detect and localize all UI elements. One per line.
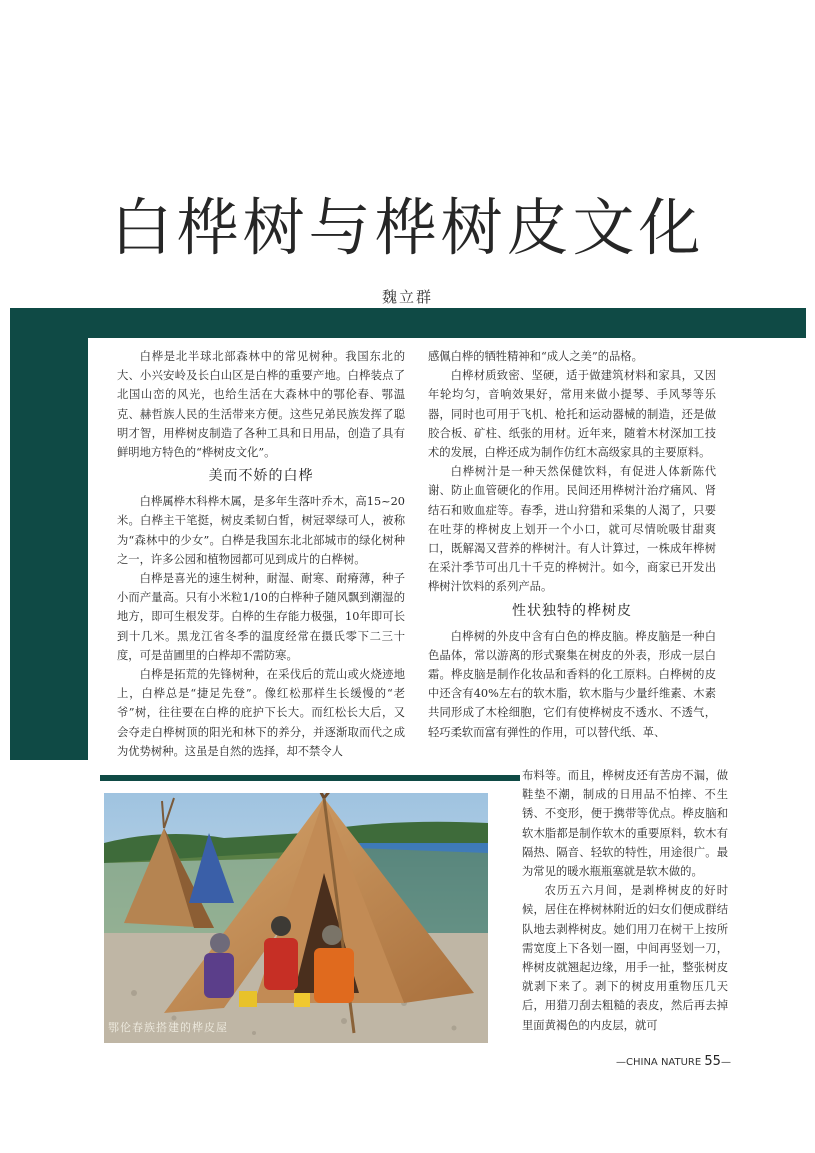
photo-birch-bark-tents xyxy=(104,793,488,1043)
text-column-1 xyxy=(117,347,405,761)
page-footer xyxy=(616,1054,731,1069)
header-band xyxy=(10,308,806,338)
photo-band xyxy=(100,775,520,781)
paragraph: 农历五六月间，是剥桦树皮的好时候，居住在桦树林附近的妇女们便成群结队地去剥桦树皮。她们用刀在树干上按所需宽度上下各划一圈，中间再竖划一刀，桦树皮就翘起边缘，用手一扯，整张树皮就剥下来了。剥下的树皮用重物压几天后，用猎刀刮去粗糙的表皮，然后再去掉里面黄褐色的内皮层，就可 xyxy=(522,884,728,1032)
paragraph: 白桦是喜光的速生树种，耐湿、耐寒、耐瘠薄，种子小而产量高。只有小米粒1/10的白桦种子随风飘到潮湿的地方，即可生根发芽。白桦的生存能力极强，10年即可长到十几米。黑龙江省冬季的温度经常在摄氏零下二三十度，可是苗圃里的白桦却不需防寒。 xyxy=(117,572,405,662)
paragraph: 感佩白桦的牺牲精神和“成人之美”的品格。 xyxy=(428,350,643,363)
paragraph: 白桦是拓荒的先锋树种，在采伐后的荒山或火烧迹地上，白桦总是“捷足先登”。像红松那样生长缓慢的“老爷”树，往往要在白桦的庇护下长大。而红松长大后，又会夺走白桦树顶的阳光和林下的养分，并逐渐取而代之成为优势树种。这虽是自然的选择，却不禁令人 xyxy=(117,668,405,758)
section-heading: 美而不娇的白桦 xyxy=(208,468,314,485)
photo-illustration xyxy=(104,793,488,1043)
paragraph: 白桦是北半球北部森林中的常见树种。我国东北的大、小兴安岭及长白山区是白桦的重要产地。白桦装点了北国山峦的风光，也给生活在大森林中的鄂伦春、鄂温克、赫哲族人民的生活带来方便。这些兄弟民族发挥了聪明才智，用桦树皮制造了各种工具和日用品，创造了具有鲜明地方特色的“桦树皮文化”。 xyxy=(117,350,405,460)
page-number: 55 xyxy=(704,1054,721,1069)
journal-name: —CHINA NATURE xyxy=(616,1057,702,1068)
paragraph: 白桦材质致密、坚硬，适于做建筑材料和家具，又因年轮均匀，音响效果好，常用来做小提琴、手风琴等乐器，同时也可用于飞机、枪托和运动器械的制造，还是做胶合板、矿柱、纸张的用材。近年来，随着木材深加工技术的发展，白桦还成为制作仿红木高级家具的主要原料。 xyxy=(428,369,716,460)
section-heading: 性状独特的桦树皮 xyxy=(512,602,632,619)
paragraph: 白桦树汁是一种天然保健饮料，有促进人体新陈代谢、防止血管硬化的作用。民间还用桦树汁治疗痛风、肾结石和败血症等。春季，进山狩猎和采集的人渴了，只要在吐芽的桦树皮上划开一个小口，就可尽情吮吸甘甜爽口，既解渴又营养的桦树汁。有人计算过，一株成年桦树在采汁季节可出几十千克的桦树汁。如今，商家已开发出桦树汁饮料的系列产品。 xyxy=(428,465,716,594)
paragraph: 白桦属桦木科桦木属，是多年生落叶乔木，高15~20米。白桦主干笔挺，树皮柔韧白皙，树冠翠绿可人，被称为“森林中的少女”。白桦是我国东北北部城市的绿化树种之一，许多公园和植物园都可见到成片的白桦树。 xyxy=(117,495,405,566)
side-band xyxy=(10,308,88,760)
article-author: 魏立群 xyxy=(381,288,433,306)
paragraph: 白桦树的外皮中含有白色的桦皮脑。桦皮脑是一种白色晶体，常以游离的形式聚集在树皮的外表，形成一层白霜。桦皮脑是制作化妆品和香料的化工原料。白桦树的皮中还含有40%左右的软木脂，软木脂与少量纤维素、木素共同形成了木栓细胞，它们有使桦树皮不透水、不透气，轻巧柔软而富有弹性的作用，可以替代纸、革、 xyxy=(428,629,716,739)
article-title: 白桦树与桦树皮文化 xyxy=(110,191,705,264)
photo-caption: 鄂伦春族搭建的桦皮屋 xyxy=(108,1021,228,1034)
paragraph: 布料等。而且，桦树皮还有苦房不漏，做鞋垫不潮，制成的日用品不怕摔、不生锈、不变形，便于携带等优点。桦皮脑和软木脂都是制作软木的重要原料，软木有隔热、隔音、轻软的特性，用途很广。最为常见的暖水瓶瓶塞就是软木做的。 xyxy=(522,769,728,879)
text-column-2 xyxy=(428,347,716,742)
text-column-3 xyxy=(522,766,728,1035)
footer-dash: — xyxy=(720,1057,731,1068)
